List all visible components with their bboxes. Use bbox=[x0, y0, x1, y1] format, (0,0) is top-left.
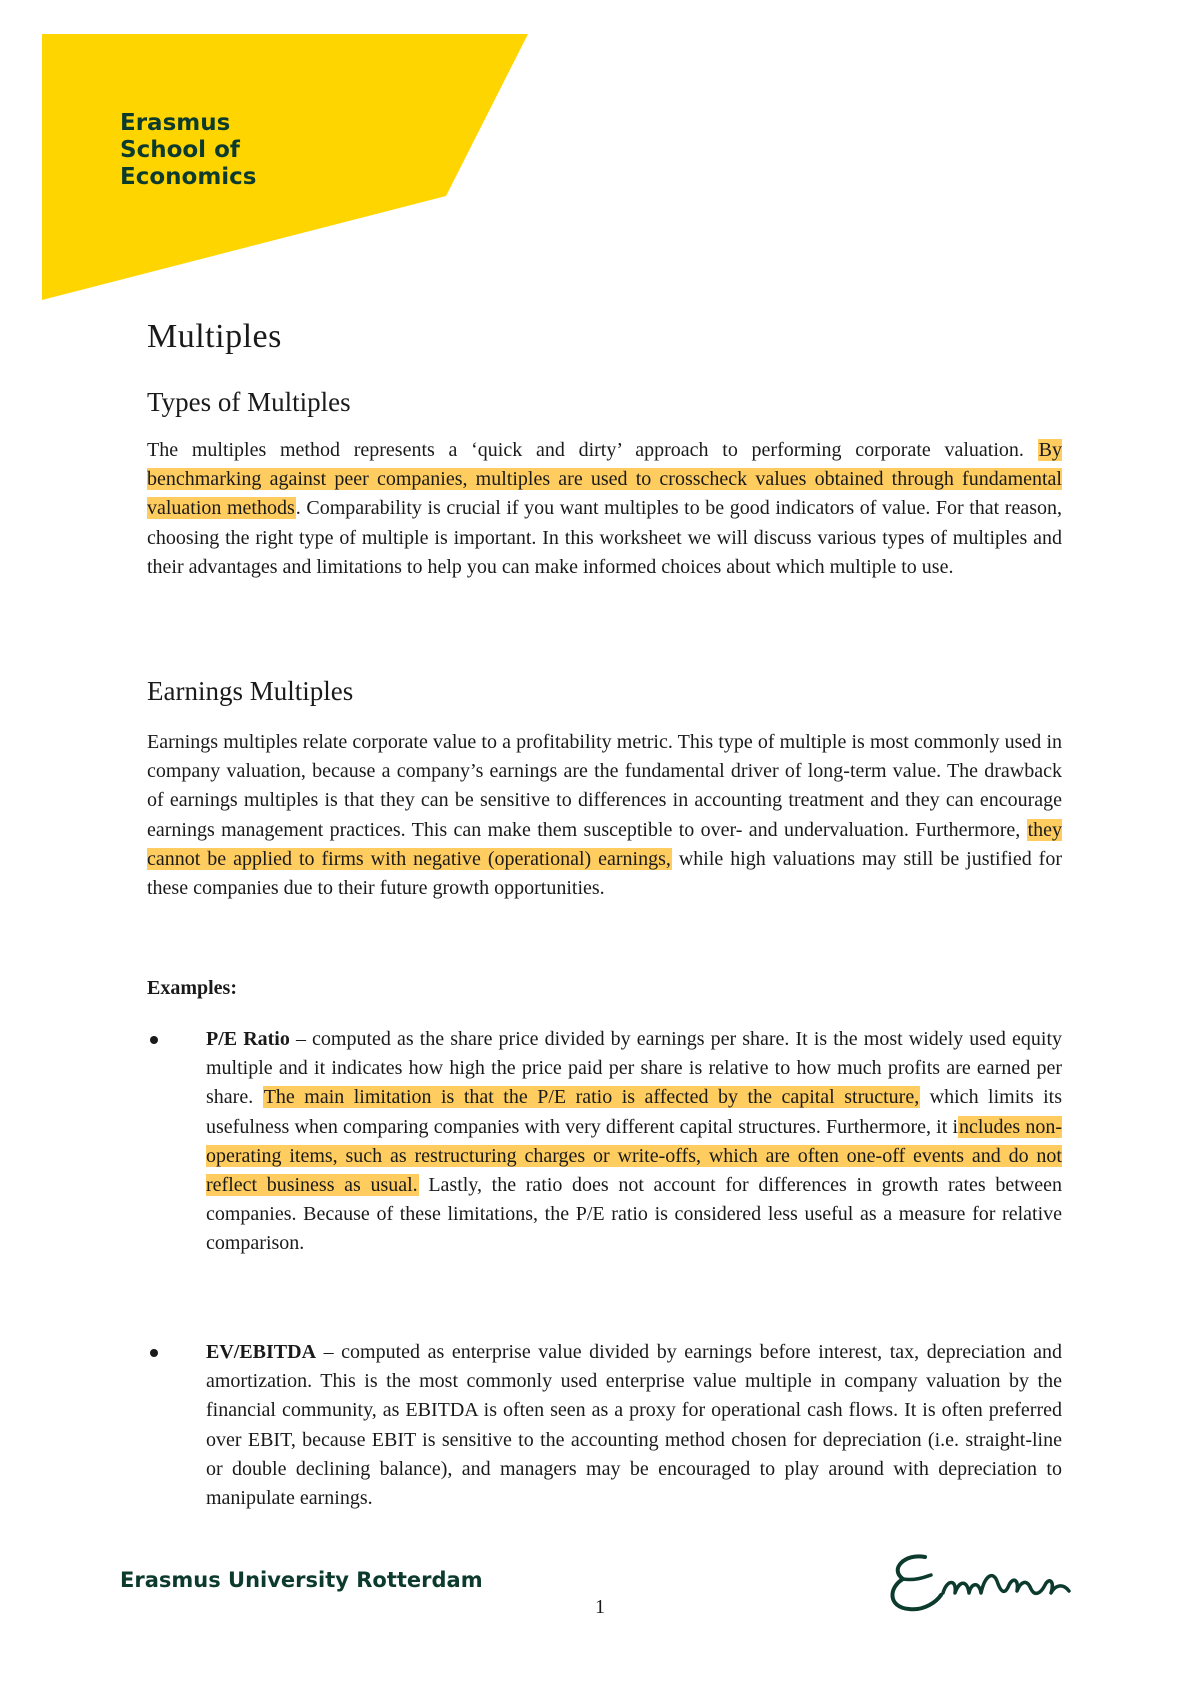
bullet-icon bbox=[150, 1036, 158, 1044]
list-item-pe-ratio bbox=[147, 1025, 1062, 1259]
text-run: – computed as enterprise value divided by earnings before interest, tax, depreciation and amortization. This is the most commonly used enterprise value multiple in company valuation by the financial community, as EBITDA is often seen as a proxy for operational cash flows. It is often preferred over EBIT, because EBIT is sensitive to the accounting method chosen for depreciation (i.e. straight-line or double declining balance), and managers may be encouraged to play around with depreciation to manipulate earnings. bbox=[206, 1341, 1062, 1510]
brand-line-3: Economics bbox=[120, 164, 257, 190]
term-ev-ebitda: EV/EBITDA bbox=[206, 1341, 317, 1363]
types-paragraph bbox=[147, 436, 1062, 582]
university-name: Erasmus University Rotterdam bbox=[120, 1568, 483, 1592]
erasmus-signature-logo bbox=[885, 1535, 1105, 1625]
yellow-banner-shape bbox=[42, 34, 528, 300]
school-logo-text bbox=[120, 110, 257, 191]
earnings-paragraph bbox=[147, 728, 1062, 903]
highlighted-text: The main limitation is that the P/E ratio is affected by the capital structure, bbox=[263, 1086, 920, 1109]
list-item-text bbox=[206, 1338, 1062, 1513]
highlighted-text: By benchmarking against peer companies, multiples are used to crosscheck values obtained through fundamental valuation methods bbox=[147, 439, 1062, 520]
page-number: 1 bbox=[595, 1596, 605, 1618]
term-pe-ratio: P/E Ratio bbox=[206, 1028, 290, 1050]
section-heading-types: Types of Multiples bbox=[147, 387, 351, 417]
section-heading-earnings: Earnings Multiples bbox=[147, 676, 354, 706]
examples-label: Examples: bbox=[147, 977, 237, 999]
text-run: while high valuations may still be justified for these companies due to their future growth opportunities. bbox=[147, 847, 1062, 900]
text-run: which limits its usefulness when comparing companies with very different capital structures. Furthermore, it i bbox=[206, 1086, 1062, 1138]
list-item-ev-ebitda bbox=[147, 1338, 1062, 1513]
text-run: Lastly, the ratio does not account for differences in growth rates between companies. Because of these limitations, the P/E ratio is considered less useful as a measure for relative comparison. bbox=[206, 1174, 1062, 1255]
text-run: – computed as the share price divided by earnings per share. It is the most widely used equity multiple and it indicates how high the price paid per share is relative to how much profits are earned per share. bbox=[206, 1028, 1063, 1109]
text-run: Earnings multiples relate corporate value to a profitability metric. This type of multiple is most commonly used in company valuation, because a company’s earnings are the fundamental driver of long-term value. The drawback of earnings multiples is that they can be sensitive to differences in accounting treatment and they can encourage earnings management practices. This can make them susceptible to over- and undervaluation. Furthermore, bbox=[147, 731, 1062, 841]
highlighted-text: ncludes non-operating items, such as restructuring charges or write-offs, which are often one-off events and do not reflect business as usual. bbox=[206, 1115, 1062, 1197]
brand-line-2: School of bbox=[120, 137, 240, 163]
document-title: Multiples bbox=[147, 318, 282, 355]
highlighted-text: they cannot be applied to firms with negative (operational) earnings, bbox=[147, 818, 1062, 870]
brand-line-1: Erasmus bbox=[120, 110, 231, 136]
list-item-text bbox=[206, 1025, 1062, 1259]
text-run: The multiples method represents a ‘quick and dirty’ approach to performing corporate valuation. bbox=[147, 439, 1038, 461]
text-run: . Comparability is crucial if you want multiples to be good indicators of value. For that reason, choosing the right type of multiple is important. In this worksheet we will discuss various types of multiples and their advantages and limitations to help you can make informed choices about which multiple to use. bbox=[147, 497, 1063, 578]
bullet-icon bbox=[150, 1349, 158, 1357]
